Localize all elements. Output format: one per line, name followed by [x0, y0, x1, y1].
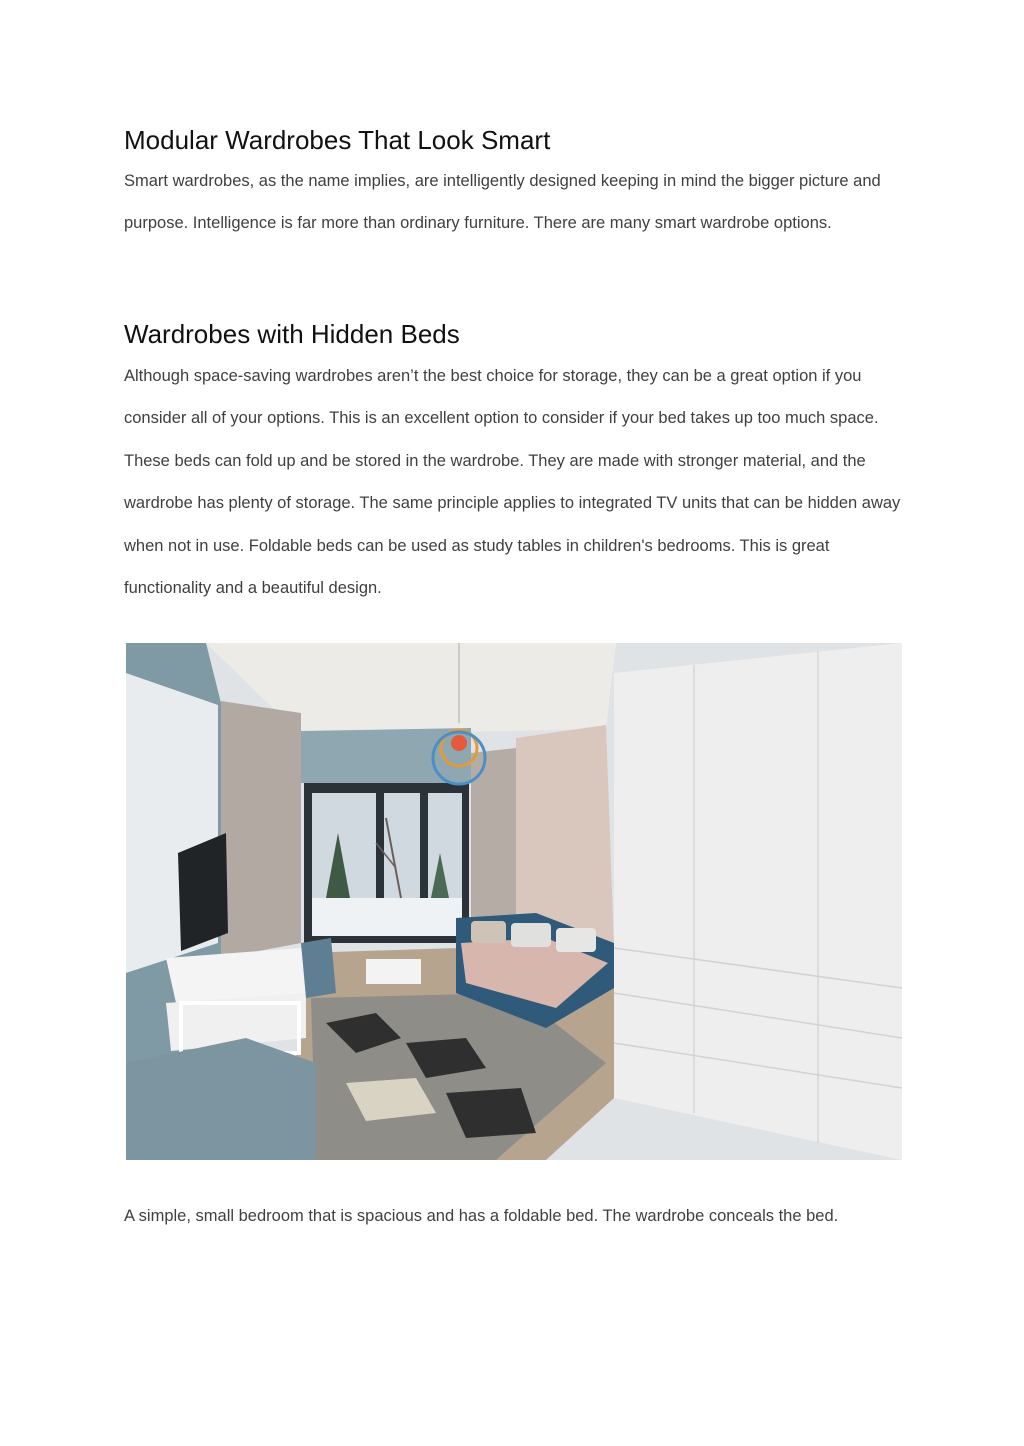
- section-paragraph-smart-wardrobes: Smart wardrobes, as the name implies, are intelligently designed keeping in mind the bigger picture and purpose. Intelligence is far more than ordinary furniture. There are many smart wardrobe options.: [124, 172, 881, 233]
- section-heading-modular-wardrobes: Modular Wardrobes That Look Smart: [124, 125, 551, 155]
- bedroom-photo: [126, 643, 902, 1160]
- figure-caption: A simple, small bedroom that is spacious and has a foldable bed. The wardrobe conceals the bed.: [124, 1207, 839, 1225]
- section-paragraph-hidden-beds: Although space-saving wardrobes aren’t the best choice for storage, they can be a great option if you consider all of your options. This is an excellent option to consider if your bed takes up too much space. These beds can fold up and be stored in the wardrobe. They are made with stronger material, and the wardrobe has plenty of storage. The same principle applies to integrated TV units that can be hidden away when not in use. Foldable beds can be used as study tables in children's bedrooms. This is great functionality and a beautiful design.: [124, 367, 901, 598]
- section-heading-hidden-beds: Wardrobes with Hidden Beds: [124, 319, 460, 349]
